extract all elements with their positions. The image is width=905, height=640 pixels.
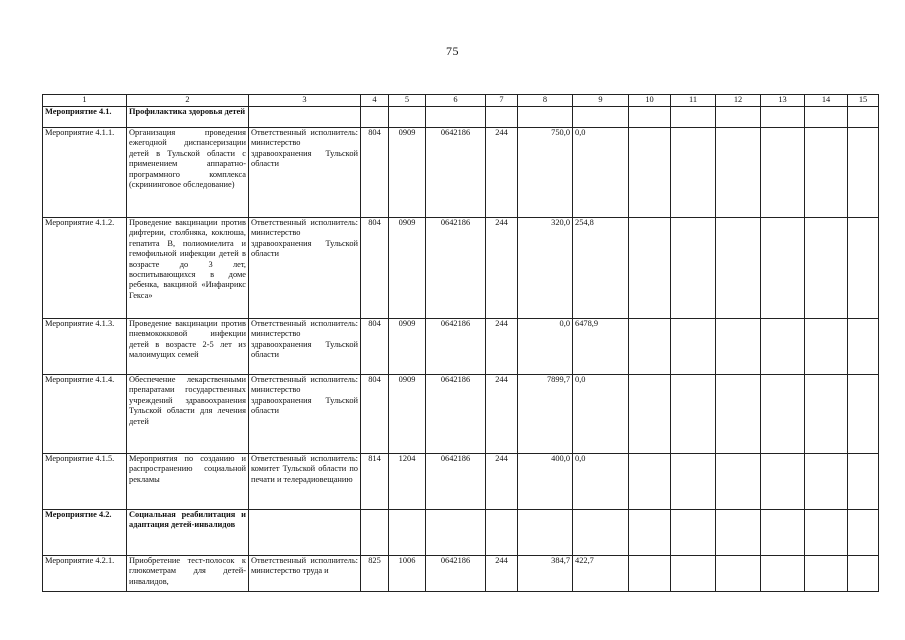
expense-type-code: [486, 510, 518, 556]
empty-cell-col-13: [761, 218, 805, 319]
expense-type-code: 244: [486, 454, 518, 510]
column-header-13: 13: [761, 95, 805, 107]
target-article-code: 0642186: [426, 128, 486, 218]
empty-cell-col-14: [805, 556, 848, 592]
table-body: [43, 107, 879, 592]
activity-description: Социальная реабилитация и адаптация детей-инвалидов: [127, 510, 249, 556]
table-row: [43, 375, 879, 454]
funding-year-1: 384,7: [518, 556, 573, 592]
empty-cell-col-10: [629, 218, 671, 319]
funding-year-2: 254,8: [573, 218, 629, 319]
section-code: 1204: [389, 454, 426, 510]
activity-description: Организация проведения ежегодной диспансеризации детей в Тульской области с применением аппаратно-программного комплекса (скрининговое обследование): [127, 128, 249, 218]
empty-cell-col-13: [761, 556, 805, 592]
empty-cell-col-11: [671, 510, 716, 556]
table-row: [43, 319, 879, 375]
activity-number: Мероприятие 4.2.1.: [43, 556, 127, 592]
empty-cell-col-14: [805, 128, 848, 218]
column-header-7: 7: [486, 95, 518, 107]
column-header-5: 5: [389, 95, 426, 107]
ministry-code: [361, 510, 389, 556]
activity-number: Мероприятие 4.1.4.: [43, 375, 127, 454]
empty-cell-col-12: [716, 128, 761, 218]
section-code: 0909: [389, 128, 426, 218]
column-header-11: 11: [671, 95, 716, 107]
table-row: [43, 218, 879, 319]
activity-description: Обеспечение лекарственными препаратами государственных учреждений здравоохранения Тульской области для лечения детей: [127, 375, 249, 454]
funding-year-1: [518, 510, 573, 556]
target-article-code: 0642186: [426, 454, 486, 510]
section-code: 0909: [389, 319, 426, 375]
responsible-executor: Ответственный исполнитель: министерство здравоохранения Тульской области: [249, 319, 361, 375]
empty-cell-col-15: [848, 319, 879, 375]
column-header-15: 15: [848, 95, 879, 107]
ministry-code: 814: [361, 454, 389, 510]
funding-year-2: 0,0: [573, 454, 629, 510]
empty-cell-col-15: [848, 375, 879, 454]
section-code: 1006: [389, 556, 426, 592]
ministry-code: 804: [361, 319, 389, 375]
column-header-1: 1: [43, 95, 127, 107]
column-header-10: 10: [629, 95, 671, 107]
empty-cell-col-15: [848, 218, 879, 319]
empty-cell-col-13: [761, 319, 805, 375]
activity-number: Мероприятие 4.1.3.: [43, 319, 127, 375]
expense-type-code: 244: [486, 128, 518, 218]
funding-year-1: 7899,7: [518, 375, 573, 454]
funding-year-2: 422,7: [573, 556, 629, 592]
empty-cell-col-15: [848, 510, 879, 556]
activity-number: Мероприятие 4.1.1.: [43, 128, 127, 218]
target-article-code: 0642186: [426, 218, 486, 319]
ministry-code: 804: [361, 218, 389, 319]
section-code: [389, 107, 426, 128]
column-header-4: 4: [361, 95, 389, 107]
empty-cell-col-10: [629, 375, 671, 454]
empty-cell-col-11: [671, 454, 716, 510]
responsible-executor: Ответственный исполнитель: министерство здравоохранения Тульской области: [249, 128, 361, 218]
empty-cell-col-12: [716, 556, 761, 592]
empty-cell-col-13: [761, 375, 805, 454]
empty-cell-col-10: [629, 319, 671, 375]
responsible-executor: Ответственный исполнитель: министерство здравоохранения Тульской области: [249, 218, 361, 319]
empty-cell-col-12: [716, 218, 761, 319]
activity-description: Мероприятия по созданию и распространению социальной рекламы: [127, 454, 249, 510]
funding-year-2: [573, 107, 629, 128]
section-row: [43, 107, 879, 128]
responsible-executor: [249, 107, 361, 128]
empty-cell-col-15: [848, 556, 879, 592]
section-row: [43, 510, 879, 556]
activity-number: Мероприятие 4.1.2.: [43, 218, 127, 319]
section-code: 0909: [389, 375, 426, 454]
column-header-12: 12: [716, 95, 761, 107]
responsible-executor: Ответственный исполнитель: министерство здравоохранения Тульской области: [249, 375, 361, 454]
column-header-9: 9: [573, 95, 629, 107]
empty-cell-col-13: [761, 107, 805, 128]
page-number: 75: [446, 44, 459, 58]
empty-cell-col-15: [848, 454, 879, 510]
responsible-executor: [249, 510, 361, 556]
expense-type-code: [486, 107, 518, 128]
empty-cell-col-11: [671, 319, 716, 375]
target-article-code: 0642186: [426, 375, 486, 454]
expense-type-code: 244: [486, 218, 518, 319]
empty-cell-col-12: [716, 107, 761, 128]
empty-cell-col-14: [805, 319, 848, 375]
column-header-2: 2: [127, 95, 249, 107]
funding-year-1: 750,0: [518, 128, 573, 218]
empty-cell-col-13: [761, 510, 805, 556]
header-row: [43, 95, 879, 107]
empty-cell-col-12: [716, 319, 761, 375]
activity-number: Мероприятие 4.1.5.: [43, 454, 127, 510]
funding-year-1: [518, 107, 573, 128]
section-code: 0909: [389, 218, 426, 319]
responsible-executor: Ответственный исполнитель: министерство труда и: [249, 556, 361, 592]
empty-cell-col-10: [629, 107, 671, 128]
empty-cell-col-10: [629, 454, 671, 510]
empty-cell-col-14: [805, 454, 848, 510]
funding-year-2: 0,0: [573, 128, 629, 218]
empty-cell-col-12: [716, 454, 761, 510]
empty-cell-col-15: [848, 107, 879, 128]
expense-type-code: 244: [486, 319, 518, 375]
activity-number: Мероприятие 4.2.: [43, 510, 127, 556]
empty-cell-col-10: [629, 556, 671, 592]
column-header-6: 6: [426, 95, 486, 107]
table-row: [43, 556, 879, 592]
empty-cell-col-13: [761, 454, 805, 510]
ministry-code: 804: [361, 375, 389, 454]
activity-description: Проведение вакцинации против дифтерии, столбняка, коклюша, гепатита В, полиомиелита и гемофильной инфекции детей в возрасте до 3 лет, воспитывающихся в доме ребенка, вакциной «Инфанрикс Гекса»: [127, 218, 249, 319]
empty-cell-col-11: [671, 218, 716, 319]
funding-year-1: 320,0: [518, 218, 573, 319]
column-header-3: 3: [249, 95, 361, 107]
empty-cell-col-15: [848, 128, 879, 218]
target-article-code: [426, 510, 486, 556]
empty-cell-col-10: [629, 128, 671, 218]
empty-cell-col-11: [671, 375, 716, 454]
column-header-8: 8: [518, 95, 573, 107]
funding-year-1: 400,0: [518, 454, 573, 510]
activity-description: Проведение вакцинации против пневмококковой инфекции детей в возрасте 2-5 лет из малоимущих семей: [127, 319, 249, 375]
program-activities-table: [42, 94, 879, 592]
funding-year-2: 0,0: [573, 375, 629, 454]
funding-year-1: 0,0: [518, 319, 573, 375]
funding-year-2: [573, 510, 629, 556]
target-article-code: 0642186: [426, 556, 486, 592]
activity-description: Приобретение тест-полосок к глюкометрам для детей-инвалидов,: [127, 556, 249, 592]
table-row: [43, 454, 879, 510]
empty-cell-col-13: [761, 128, 805, 218]
empty-cell-col-14: [805, 510, 848, 556]
ministry-code: [361, 107, 389, 128]
ministry-code: 825: [361, 556, 389, 592]
responsible-executor: Ответственный исполнитель: комитет Тульской области по печати и телерадиовещанию: [249, 454, 361, 510]
empty-cell-col-10: [629, 510, 671, 556]
empty-cell-col-12: [716, 375, 761, 454]
target-article-code: [426, 107, 486, 128]
empty-cell-col-14: [805, 218, 848, 319]
expense-type-code: 244: [486, 375, 518, 454]
section-code: [389, 510, 426, 556]
funding-year-2: 6478,9: [573, 319, 629, 375]
expense-type-code: 244: [486, 556, 518, 592]
empty-cell-col-14: [805, 375, 848, 454]
empty-cell-col-14: [805, 107, 848, 128]
ministry-code: 804: [361, 128, 389, 218]
target-article-code: 0642186: [426, 319, 486, 375]
empty-cell-col-11: [671, 128, 716, 218]
activity-number: Мероприятие 4.1.: [43, 107, 127, 128]
column-header-14: 14: [805, 95, 848, 107]
activity-description: Профилактика здоровья детей: [127, 107, 249, 128]
empty-cell-col-12: [716, 510, 761, 556]
empty-cell-col-11: [671, 107, 716, 128]
table-row: [43, 128, 879, 218]
empty-cell-col-11: [671, 556, 716, 592]
